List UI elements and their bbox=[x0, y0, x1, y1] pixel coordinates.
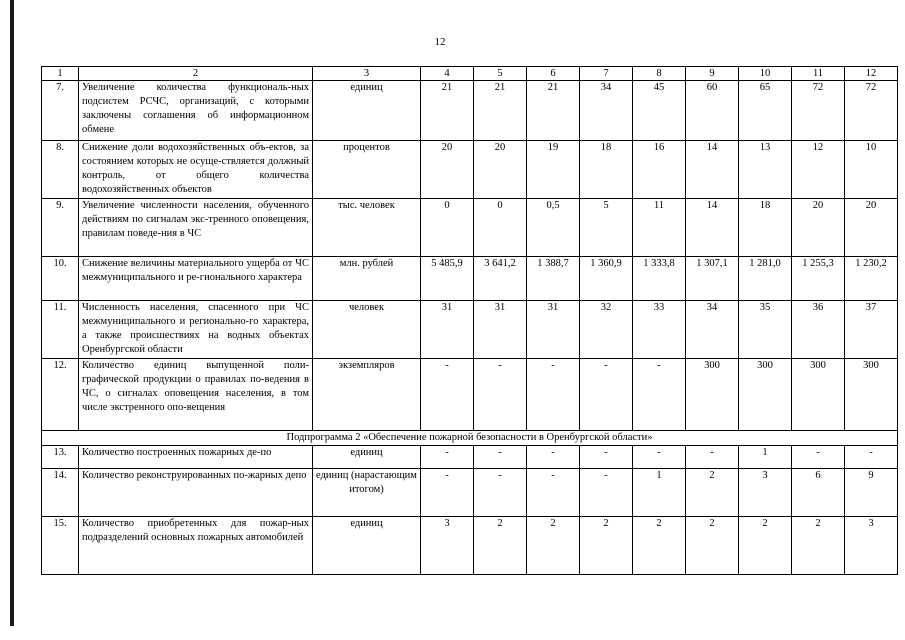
indicator-value: 3 641,2 bbox=[474, 257, 527, 301]
indicator-value: 72 bbox=[845, 81, 898, 141]
indicator-value: 3 bbox=[845, 517, 898, 575]
indicator-value: 1 281,0 bbox=[739, 257, 792, 301]
indicator-value: 1 255,3 bbox=[792, 257, 845, 301]
indicator-value: 14 bbox=[686, 199, 739, 257]
indicator-value: 18 bbox=[739, 199, 792, 257]
indicator-value: 21 bbox=[527, 81, 580, 141]
indicator-value: 1 360,9 bbox=[580, 257, 633, 301]
indicator-name: Количество приобретенных для пожар-ных подразделений основных пожарных автомобилей bbox=[79, 517, 313, 575]
indicator-value: - bbox=[527, 446, 580, 469]
indicator-value: 37 bbox=[845, 301, 898, 359]
indicator-value: 6 bbox=[792, 469, 845, 517]
indicator-name: Количество реконструированных по-жарных депо bbox=[79, 469, 313, 517]
table-row bbox=[42, 301, 898, 359]
table-row bbox=[42, 359, 898, 431]
indicator-value: 2 bbox=[792, 517, 845, 575]
indicator-value: 1 307,1 bbox=[686, 257, 739, 301]
unit-of-measure: единиц bbox=[313, 446, 421, 469]
unit-of-measure: единиц (нарастающим итогом) bbox=[313, 469, 421, 517]
subprogram-title: Подпрограмма 2 «Обеспечение пожарной безопасности в Оренбургской области» bbox=[42, 431, 898, 446]
indicator-value: 19 bbox=[527, 141, 580, 199]
indicator-name: Увеличение численности населения, обученного действиям по сигналам экс-тренного оповещения, правилам поведе-ния в ЧС bbox=[79, 199, 313, 257]
indicator-value: 2 bbox=[686, 517, 739, 575]
column-number: 3 bbox=[313, 67, 421, 81]
indicator-value: 300 bbox=[792, 359, 845, 431]
indicator-value: 2 bbox=[527, 517, 580, 575]
unit-of-measure: тыс. человек bbox=[313, 199, 421, 257]
column-number: 10 bbox=[739, 67, 792, 81]
indicator-value: - bbox=[633, 446, 686, 469]
indicator-value: 34 bbox=[580, 81, 633, 141]
indicator-value: 1 bbox=[739, 446, 792, 469]
indicator-value: - bbox=[527, 469, 580, 517]
column-number-row bbox=[42, 67, 898, 81]
row-number: 15. bbox=[42, 517, 79, 575]
indicator-value: - bbox=[474, 469, 527, 517]
indicator-value: - bbox=[580, 469, 633, 517]
column-number: 5 bbox=[474, 67, 527, 81]
unit-of-measure: процентов bbox=[313, 141, 421, 199]
indicator-value: 5 485,9 bbox=[421, 257, 474, 301]
indicator-value: 36 bbox=[792, 301, 845, 359]
indicator-value: - bbox=[421, 469, 474, 517]
indicator-value: 72 bbox=[792, 81, 845, 141]
indicator-value: 20 bbox=[421, 141, 474, 199]
column-number: 8 bbox=[633, 67, 686, 81]
indicator-value: 300 bbox=[686, 359, 739, 431]
indicator-value: - bbox=[792, 446, 845, 469]
indicator-name: Увеличение количества функциональ-ных подсистем РСЧС, организаций, с которыми заключены соглашения об информационном обмене bbox=[79, 81, 313, 141]
row-number: 8. bbox=[42, 141, 79, 199]
indicator-value: 300 bbox=[739, 359, 792, 431]
indicator-value: 0 bbox=[474, 199, 527, 257]
indicator-value: 32 bbox=[580, 301, 633, 359]
indicator-value: - bbox=[527, 359, 580, 431]
indicator-value: 13 bbox=[739, 141, 792, 199]
column-number: 2 bbox=[79, 67, 313, 81]
row-number: 11. bbox=[42, 301, 79, 359]
indicator-name: Численность населения, спасенного при ЧС межмуниципального и регионально-го характера, а также происшествиях на водных объектах Оренбургской области bbox=[79, 301, 313, 359]
indicator-value: 31 bbox=[421, 301, 474, 359]
indicator-value: 34 bbox=[686, 301, 739, 359]
indicator-value: 10 bbox=[845, 141, 898, 199]
indicator-value: 16 bbox=[633, 141, 686, 199]
row-number: 14. bbox=[42, 469, 79, 517]
indicator-value: 20 bbox=[845, 199, 898, 257]
unit-of-measure: млн. рублей bbox=[313, 257, 421, 301]
indicator-value: 21 bbox=[474, 81, 527, 141]
column-number: 4 bbox=[421, 67, 474, 81]
row-number: 7. bbox=[42, 81, 79, 141]
indicator-value: 33 bbox=[633, 301, 686, 359]
indicator-value: 1 bbox=[633, 469, 686, 517]
row-number: 13. bbox=[42, 446, 79, 469]
indicator-value: - bbox=[421, 446, 474, 469]
indicator-value: - bbox=[474, 446, 527, 469]
indicator-value: - bbox=[686, 446, 739, 469]
column-number: 11 bbox=[792, 67, 845, 81]
indicator-value: 300 bbox=[845, 359, 898, 431]
indicator-value: 31 bbox=[474, 301, 527, 359]
indicator-value: 18 bbox=[580, 141, 633, 199]
indicator-value: 60 bbox=[686, 81, 739, 141]
indicator-value: 45 bbox=[633, 81, 686, 141]
indicator-value: 0,5 bbox=[527, 199, 580, 257]
indicator-value: 21 bbox=[421, 81, 474, 141]
indicator-value: - bbox=[421, 359, 474, 431]
unit-of-measure: единиц bbox=[313, 81, 421, 141]
page-number: 12 bbox=[434, 36, 446, 48]
unit-of-measure: экземпляров bbox=[313, 359, 421, 431]
row-number: 12. bbox=[42, 359, 79, 431]
table-row bbox=[42, 517, 898, 575]
indicator-value: - bbox=[845, 446, 898, 469]
indicator-value: 12 bbox=[792, 141, 845, 199]
indicator-value: 2 bbox=[633, 517, 686, 575]
indicator-value: 1 388,7 bbox=[527, 257, 580, 301]
column-number: 12 bbox=[845, 67, 898, 81]
indicator-value: - bbox=[633, 359, 686, 431]
indicator-value: - bbox=[580, 359, 633, 431]
indicator-value: 2 bbox=[580, 517, 633, 575]
indicator-value: 20 bbox=[792, 199, 845, 257]
column-number: 1 bbox=[42, 67, 79, 81]
unit-of-measure: человек bbox=[313, 301, 421, 359]
indicator-value: 0 bbox=[421, 199, 474, 257]
indicator-value: 1 230,2 bbox=[845, 257, 898, 301]
indicator-value: 1 333,8 bbox=[633, 257, 686, 301]
indicator-name: Снижение величины материального ущерба от ЧС межмуниципального и ре-гионального характера bbox=[79, 257, 313, 301]
indicator-value: 35 bbox=[739, 301, 792, 359]
row-number: 10. bbox=[42, 257, 79, 301]
indicator-value: 2 bbox=[739, 517, 792, 575]
table-row bbox=[42, 257, 898, 301]
indicator-value: 31 bbox=[527, 301, 580, 359]
subprogram-row bbox=[42, 431, 898, 446]
indicator-value: 11 bbox=[633, 199, 686, 257]
indicator-value: 9 bbox=[845, 469, 898, 517]
indicator-value: 3 bbox=[739, 469, 792, 517]
indicator-value: 20 bbox=[474, 141, 527, 199]
indicator-value: - bbox=[474, 359, 527, 431]
table-row bbox=[42, 199, 898, 257]
column-number: 6 bbox=[527, 67, 580, 81]
unit-of-measure: единиц bbox=[313, 517, 421, 575]
indicator-name: Количество построенных пожарных де-по bbox=[79, 446, 313, 469]
row-number: 9. bbox=[42, 199, 79, 257]
indicator-value: 5 bbox=[580, 199, 633, 257]
indicator-value: - bbox=[580, 446, 633, 469]
table-row bbox=[42, 469, 898, 517]
indicator-name: Снижение доли водохозяйственных объ-ектов, за состоянием которых не осуще-ствляется должный контроль, от общего количества водохозяйственных объектов bbox=[79, 141, 313, 199]
indicator-value: 65 bbox=[739, 81, 792, 141]
table-row bbox=[42, 141, 898, 199]
table-row bbox=[42, 446, 898, 469]
indicator-value: 14 bbox=[686, 141, 739, 199]
indicator-value: 2 bbox=[686, 469, 739, 517]
column-number: 9 bbox=[686, 67, 739, 81]
column-number: 7 bbox=[580, 67, 633, 81]
indicator-value: 2 bbox=[474, 517, 527, 575]
table-row bbox=[42, 81, 898, 141]
indicators-table bbox=[41, 66, 898, 575]
indicator-value: 3 bbox=[421, 517, 474, 575]
page-left-edge-bar bbox=[10, 0, 14, 626]
indicator-name: Количество единиц выпущенной поли-графической продукции о правилах по-ведения в ЧС, о сигналах оповещения населения, в том числе экстренного опо-вещения bbox=[79, 359, 313, 431]
